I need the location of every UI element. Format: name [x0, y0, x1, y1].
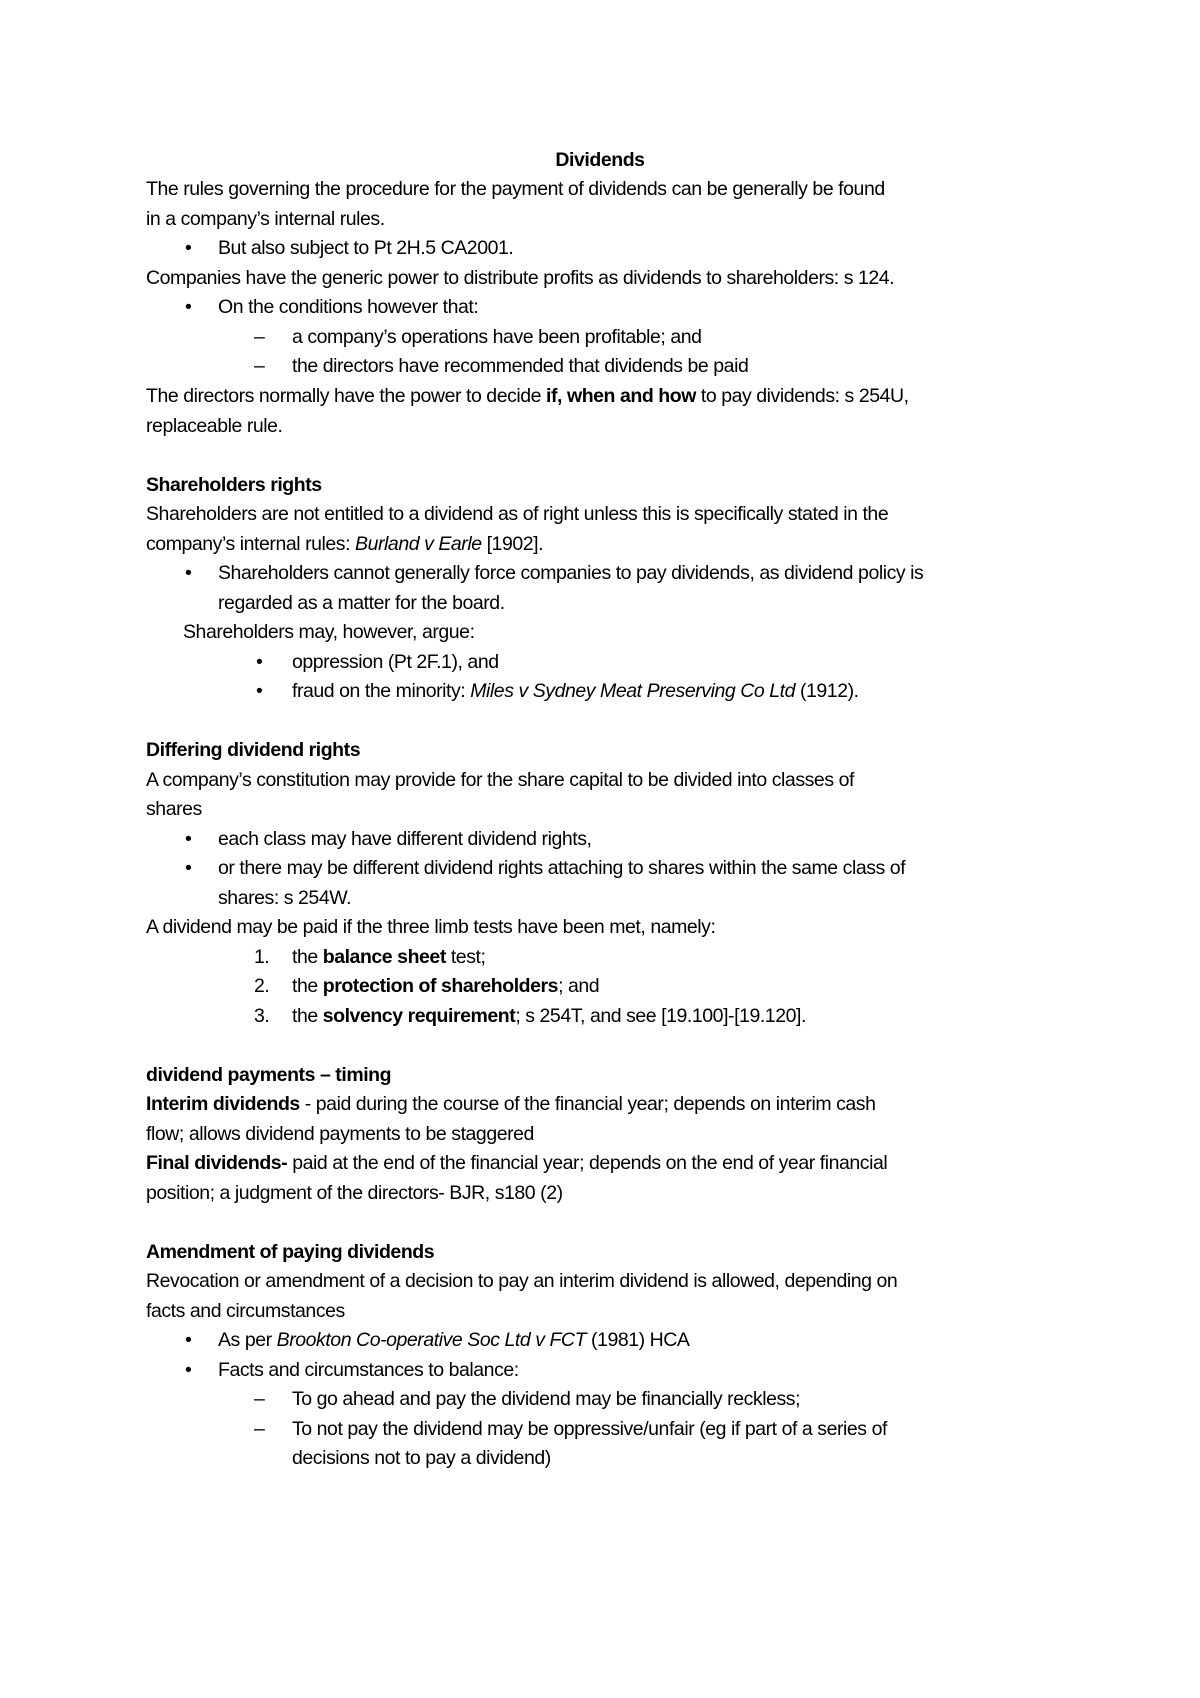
case-citation: Burland v Earle: [355, 533, 482, 555]
bold-text: Interim dividends: [146, 1093, 300, 1115]
bullet-item: But also subject to Pt 2H.5 CA2001.: [218, 237, 514, 259]
dash-icon: –: [254, 1388, 265, 1410]
bullet-icon: •: [185, 1329, 192, 1351]
dash-item: To go ahead and pay the dividend may be financially reckless;: [292, 1388, 801, 1410]
dash-item: a company’s operations have been profitable; and: [292, 326, 702, 348]
text-run: As per: [218, 1329, 277, 1351]
text-run: paid at the end of the financial year; depends on the end of year financial: [287, 1152, 888, 1174]
text-run: test;: [445, 946, 486, 968]
section-heading-timing: dividend payments – timing: [146, 1064, 392, 1086]
paragraph-line: A company’s constitution may provide for the share capital to be divided into classes of: [146, 769, 854, 791]
bold-text: solvency requirement: [322, 1005, 516, 1027]
dash-icon: –: [254, 1418, 265, 1440]
paragraph-line: Shareholders are not entitled to a dividend as of right unless this is specifically stated in the: [146, 503, 889, 525]
paragraph-line: position; a judgment of the directors- BJR, s180 (2): [146, 1182, 563, 1204]
bullet-item: On the conditions however that:: [218, 296, 479, 318]
paragraph-line: Shareholders may, however, argue:: [183, 621, 475, 643]
text-run: the: [292, 946, 323, 968]
paragraph-line: Revocation or amendment of a decision to pay an interim dividend is allowed, depending on: [146, 1270, 898, 1292]
bullet-icon: •: [256, 651, 263, 673]
bullet-icon: •: [185, 1359, 192, 1381]
bullet-item: Facts and circumstances to balance:: [218, 1359, 519, 1381]
sub-bullet-item: [292, 677, 859, 707]
text-run: (1912).: [795, 680, 859, 702]
bold-text: Final dividends-: [146, 1152, 288, 1174]
bullet-icon: •: [185, 857, 192, 879]
text-run: to pay dividends: s 254U,: [695, 385, 909, 407]
text-run: [1902].: [481, 533, 544, 555]
bullet-icon: •: [185, 237, 192, 259]
bullet-icon: •: [185, 828, 192, 850]
bullet-icon: •: [185, 296, 192, 318]
paragraph-line: [146, 530, 543, 560]
paragraph-line: [146, 1149, 887, 1179]
text-run: - paid during the course of the financial year; depends on interim cash: [299, 1093, 876, 1115]
bullet-item: Shareholders cannot generally force companies to pay dividends, as dividend policy is: [218, 562, 924, 584]
text-run: company’s internal rules:: [146, 533, 356, 555]
bullet-item-continued: shares: s 254W.: [218, 887, 352, 909]
bullet-icon: •: [256, 680, 263, 702]
list-number: 3.: [254, 1005, 270, 1027]
bullet-item: [218, 1326, 689, 1356]
bold-text: if, when and how: [546, 385, 696, 407]
dash-item-continued: decisions not to pay a dividend): [292, 1447, 551, 1469]
bullet-item-continued: regarded as a matter for the board.: [218, 592, 505, 614]
section-heading-shareholders: Shareholders rights: [146, 474, 322, 496]
text-run: fraud on the minority:: [292, 680, 471, 702]
dash-item: To not pay the dividend may be oppressive/unfair (eg if part of a series of: [292, 1418, 887, 1440]
text-run: (1981) HCA: [586, 1329, 690, 1351]
text-run: the: [292, 975, 323, 997]
bullet-icon: •: [185, 562, 192, 584]
numbered-item: [292, 943, 485, 973]
bold-text: protection of shareholders: [322, 975, 559, 997]
bullet-item: or there may be different dividend rights attaching to shares within the same class of: [218, 857, 906, 879]
dash-icon: –: [254, 326, 265, 348]
section-heading-amendment: Amendment of paying dividends: [146, 1241, 435, 1263]
intro-paragraph-line: The rules governing the procedure for the payment of dividends can be generally be found: [146, 178, 885, 200]
paragraph-line: flow; allows dividend payments to be staggered: [146, 1123, 534, 1145]
list-number: 1.: [254, 946, 270, 968]
numbered-item: [292, 1002, 806, 1032]
paragraph-line: [146, 1090, 876, 1120]
intro-paragraph-line: replaceable rule.: [146, 415, 283, 437]
document-title: Dividends: [555, 149, 645, 171]
text-run: the: [292, 1005, 323, 1027]
text-run: The directors normally have the power to decide: [146, 385, 547, 407]
text-run: ; and: [558, 975, 600, 997]
case-citation: Miles v Sydney Meat Preserving Co Ltd: [470, 680, 795, 702]
intro-paragraph-line: Companies have the generic power to distribute profits as dividends to shareholders: s 124.: [146, 267, 895, 289]
dash-icon: –: [254, 355, 265, 377]
list-number: 2.: [254, 975, 270, 997]
dash-item: the directors have recommended that dividends be paid: [292, 355, 749, 377]
case-citation: Brookton Co-operative Soc Ltd v FCT: [276, 1329, 587, 1351]
paragraph-line: shares: [146, 798, 202, 820]
paragraph-line: A dividend may be paid if the three limb tests have been met, namely:: [146, 916, 716, 938]
intro-paragraph-line: in a company’s internal rules.: [146, 208, 385, 230]
numbered-item: [292, 972, 599, 1002]
intro-paragraph-line: [146, 382, 909, 412]
sub-bullet-item: oppression (Pt 2F.1), and: [292, 651, 499, 673]
text-run: ; s 254T, and see [19.100]-[19.120].: [515, 1005, 806, 1027]
bold-text: balance sheet: [322, 946, 446, 968]
paragraph-line: facts and circumstances: [146, 1300, 345, 1322]
bullet-item: each class may have different dividend rights,: [218, 828, 592, 850]
section-heading-differing: Differing dividend rights: [146, 739, 361, 761]
